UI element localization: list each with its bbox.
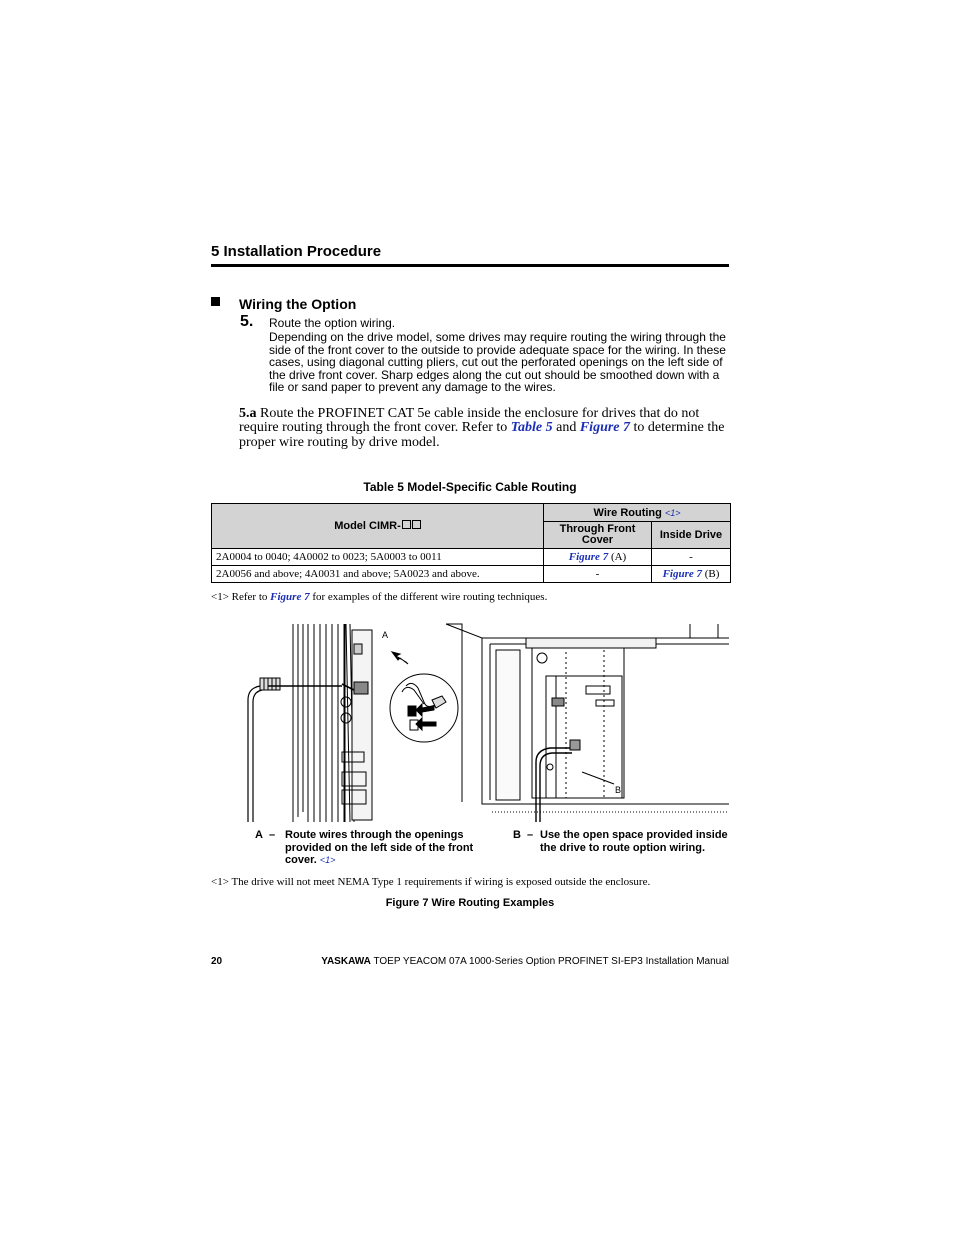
- row-2-figure-link[interactable]: Figure 7: [662, 568, 702, 580]
- table-note-suffix: for examples of the different wire routing techniques.: [309, 591, 548, 603]
- table-caption: Table 5 Model-Specific Cable Routing: [363, 480, 577, 494]
- row-1-model: 2A0004 to 0040; 4A0002 to 0023; 5A0003 to 0011: [212, 549, 544, 566]
- checkbox-glyph-icon: [412, 520, 421, 529]
- substep-text-3: to determine the proper wire routing by drive model.: [239, 420, 725, 450]
- table-note-figure-link[interactable]: Figure 7: [270, 591, 310, 603]
- step-number: 5.: [240, 313, 254, 330]
- table-note: [211, 591, 547, 603]
- figure-7-link[interactable]: Figure 7: [579, 420, 631, 436]
- header-inside-drive: Inside Drive: [652, 522, 731, 549]
- row-1-front-suffix: (A): [608, 551, 627, 563]
- header-routing-text: Wire Routing: [593, 506, 662, 519]
- caption-a-footnote-ref[interactable]: <1>: [319, 855, 336, 865]
- row-2-inside: [652, 566, 731, 583]
- footer-title: [321, 956, 729, 967]
- wire-routing-illustration: [246, 622, 729, 822]
- caption-a-text: [281, 829, 480, 867]
- subsection-heading: Wiring the Option: [239, 296, 357, 312]
- row-1-figure-link[interactable]: Figure 7: [568, 551, 609, 563]
- table-note-prefix: <1> Refer to: [211, 591, 271, 603]
- header-wire-routing: [544, 504, 731, 522]
- figure-caption: Figure 7 Wire Routing Examples: [385, 897, 555, 909]
- checkbox-glyph-icon: [402, 520, 411, 529]
- figure-label-b: B: [615, 785, 622, 795]
- caption-a-body: Route wires through the openings provided on the left side of the front cover.: [285, 829, 474, 866]
- figure-label-a: A: [382, 630, 389, 640]
- caption-b-text: Use the open space provided inside the drive to route option wiring.: [540, 829, 728, 854]
- page-number: 20: [211, 956, 223, 967]
- header-model-text: Model CIMR-: [334, 520, 401, 532]
- caption-a-dash: –: [269, 829, 276, 841]
- substep-paragraph: [239, 407, 733, 450]
- routing-table: [211, 503, 731, 583]
- row-2-front: -: [544, 566, 652, 583]
- caption-b: [513, 829, 729, 854]
- header-through-front-cover: Through Front Cover: [544, 522, 652, 549]
- step-paragraph: Depending on the drive model, some drives may require routing the wiring through the side of the front cover to the outside to provide adequate space for the wiring. In these cases, using diagonal cutting pliers, cut out the perforated openings on the left side of the drive front cover. Sharp edges along the cut out should be smoothed down with a file or sand paper to prevent any damage to the wires.: [269, 330, 726, 394]
- square-bullet-icon: [211, 297, 220, 306]
- substep-label: 5.a: [239, 406, 257, 421]
- table-5-link[interactable]: Table 5: [510, 420, 553, 436]
- substep-text-1: Route the PROFINET CAT 5e cable inside the enclosure for drives that do not require routing through the front cover. Refer to: [239, 406, 700, 436]
- table-row: [212, 566, 731, 583]
- caption-a: [255, 829, 480, 867]
- figure-note: <1> The drive will not meet NEMA Type 1 requirements if wiring is exposed outside the enclosure.: [211, 876, 651, 888]
- step-text: Route the option wiring.: [269, 316, 396, 330]
- heading-rule: [211, 264, 729, 267]
- footnote-ref[interactable]: <1>: [664, 507, 681, 518]
- caption-a-letter: A: [255, 829, 263, 841]
- caption-b-letter: B: [513, 829, 521, 841]
- section-heading: 5 Installation Procedure: [211, 243, 382, 260]
- footer-manual-title: TOEP YEACOM 07A 1000-Series Option PROFINET SI-EP3 Installation Manual: [370, 956, 729, 967]
- table-row: [212, 549, 731, 566]
- row-1-inside: -: [652, 549, 731, 566]
- row-2-inside-suffix: (B): [702, 568, 720, 580]
- footer-brand: YASKAWA: [321, 956, 371, 967]
- substep-text-2: and: [552, 420, 580, 436]
- header-model: [212, 504, 544, 549]
- caption-b-dash: –: [527, 829, 534, 841]
- row-1-front: [544, 549, 652, 566]
- row-2-model: 2A0056 and above; 4A0031 and above; 5A0023 and above.: [212, 566, 544, 583]
